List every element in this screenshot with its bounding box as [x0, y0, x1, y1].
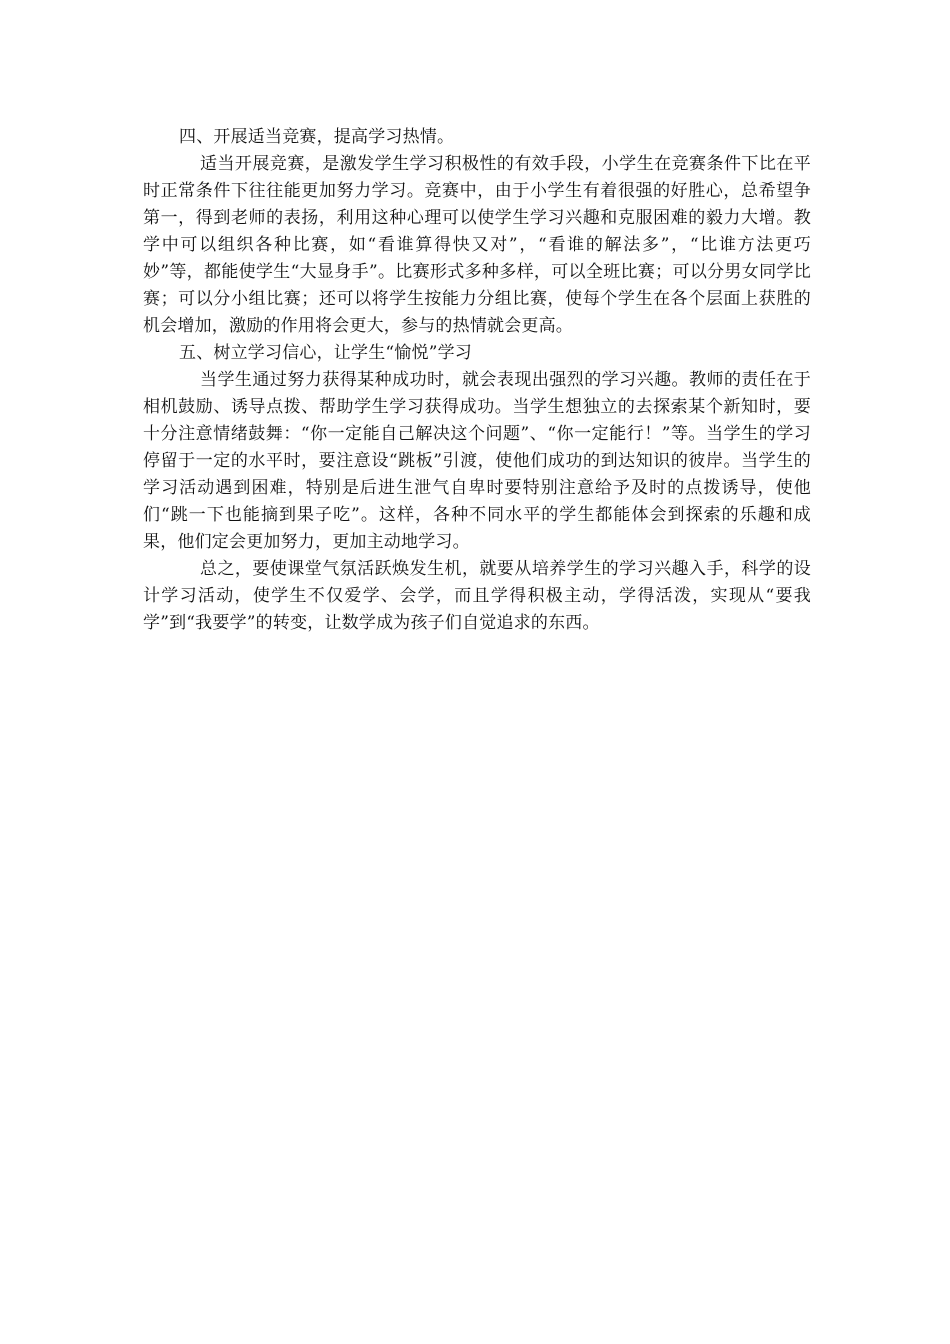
section-5-paragraph: 当学生通过努力获得某种成功时，就会表现出强烈的学习兴趣。教师的责任在于相机鼓励、诱导点拨、帮助学生学习获得成功。当学生想独立的去探索某个新知时，要十分注意情绪鼓舞：“你一定能自己解决这个问题”、“你一定能行！”等。当学生的学习停留于一定的水平时，要注意设“跳板”引渡，使他们成功的到达知识的彼岸。当学生的学习活动遇到困难，特别是后进生泄气自卑时要特别注意给予及时的点拨诱导，使他们“跳一下也能摘到果子吃”。这样，各种不同水平的学生都能体会到探索的乐趣和成果，他们定会更加努力，更加主动地学习。: [143, 370, 811, 552]
section-heading-5: 五、树立学习信心，让学生“愉悦”学习: [179, 343, 472, 363]
document-body: [143, 124, 811, 637]
section-4-paragraph: 适当开展竞赛，是激发学生学习积极性的有效手段，小学生在竞赛条件下比在平时正常条件下往往能更加努力学习。竞赛中，由于小学生有着很强的好胜心，总希望争第一，得到老师的表扬，利用这种心理可以使学生学习兴趣和克服困难的毅力大增。教学中可以组织各种比赛，如“看谁算得快又对”，“看谁的解法多”，“比谁方法更巧妙”等，都能使学生“大显身手”。比赛形式多种多样，可以全班比赛；可以分男女同学比赛；可以分小组比赛；还可以将学生按能力分组比赛，使每个学生在各个层面上获胜的机会增加，激励的作用将会更大，参与的热情就会更高。: [143, 154, 811, 336]
conclusion-paragraph: 总之，要使课堂气氛活跃焕发生机，就要从培养学生的学习兴趣入手，科学的设计学习活动，使学生不仅爱学、会学，而且学得积极主动，学得活泼，实现从“要我学”到“我要学”的转变，让数学成为孩子们自觉追求的东西。: [143, 559, 811, 633]
section-heading-4: 四、开展适当竞赛，提高学习热情。: [179, 127, 455, 147]
